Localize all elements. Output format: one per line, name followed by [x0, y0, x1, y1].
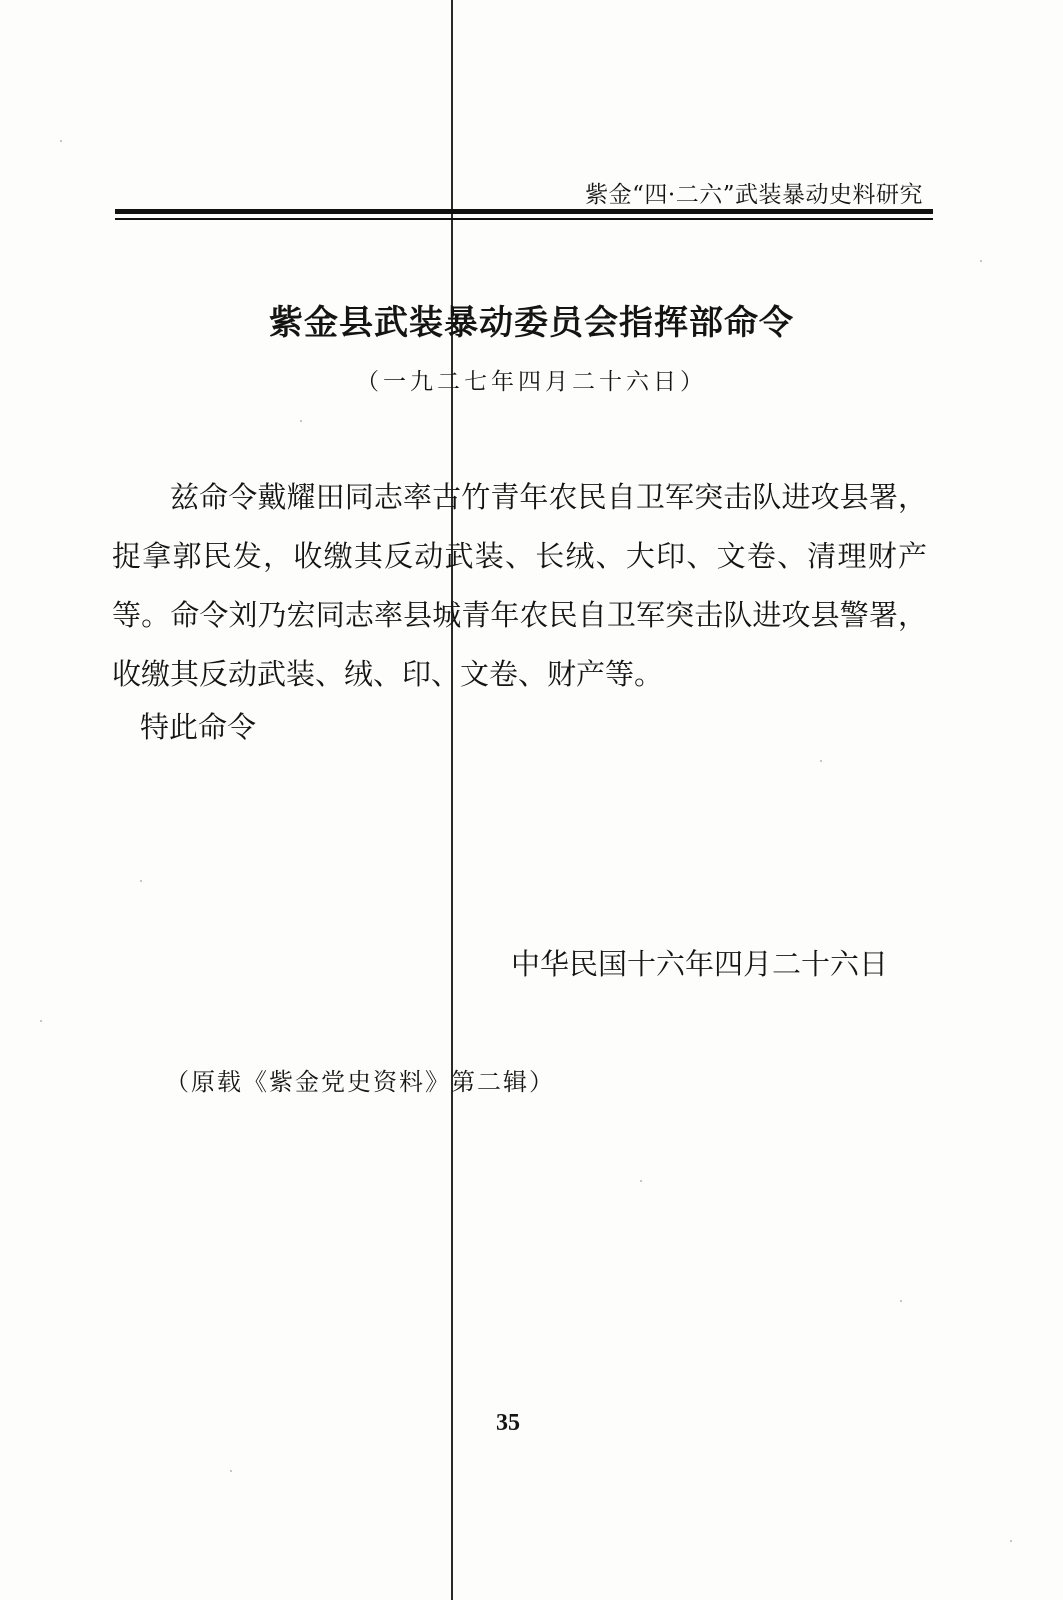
- header-double-rule: [115, 209, 933, 223]
- scan-speckle: [230, 1470, 232, 1472]
- page-number: 35: [496, 1410, 520, 1436]
- scan-speckle: [640, 1180, 642, 1182]
- header-rule-thick: [115, 209, 933, 214]
- scan-speckle: [1010, 1540, 1012, 1542]
- document-title: 紫金县武装暴动委员会指挥部命令: [269, 303, 794, 343]
- scan-speckle: [60, 140, 62, 142]
- scan-speckle: [140, 880, 142, 882]
- scan-speckle: [980, 260, 982, 262]
- header-rule-thin: [115, 218, 933, 220]
- closing-phrase: 特此命令: [140, 710, 257, 744]
- scan-speckle: [900, 1300, 902, 1302]
- document-date: （一九二七年四月二十六日）: [356, 369, 707, 395]
- order-body-paragraph: 兹命令戴耀田同志率古竹青年农民自卫军突击队进攻县署，捉拿郭民发，收缴其反动武装、长绒、大印、文卷、清理财产等。命令刘乃宏同志率县城青年农民自卫军突击队进攻县警署，收缴其反动武装、绒、印、文卷、财产等。: [112, 480, 927, 691]
- scan-speckle: [820, 760, 822, 762]
- signature-date: 中华民国十六年四月二十六日: [510, 947, 888, 981]
- scan-speckle: [300, 420, 302, 422]
- running-header: 紫金“四·二六”武装暴动史料研究: [585, 182, 923, 208]
- source-note: （原载《紫金党史资料》第二辑）: [165, 1068, 555, 1096]
- scan-fold-line: [451, 0, 453, 1600]
- scan-speckle: [40, 1020, 42, 1022]
